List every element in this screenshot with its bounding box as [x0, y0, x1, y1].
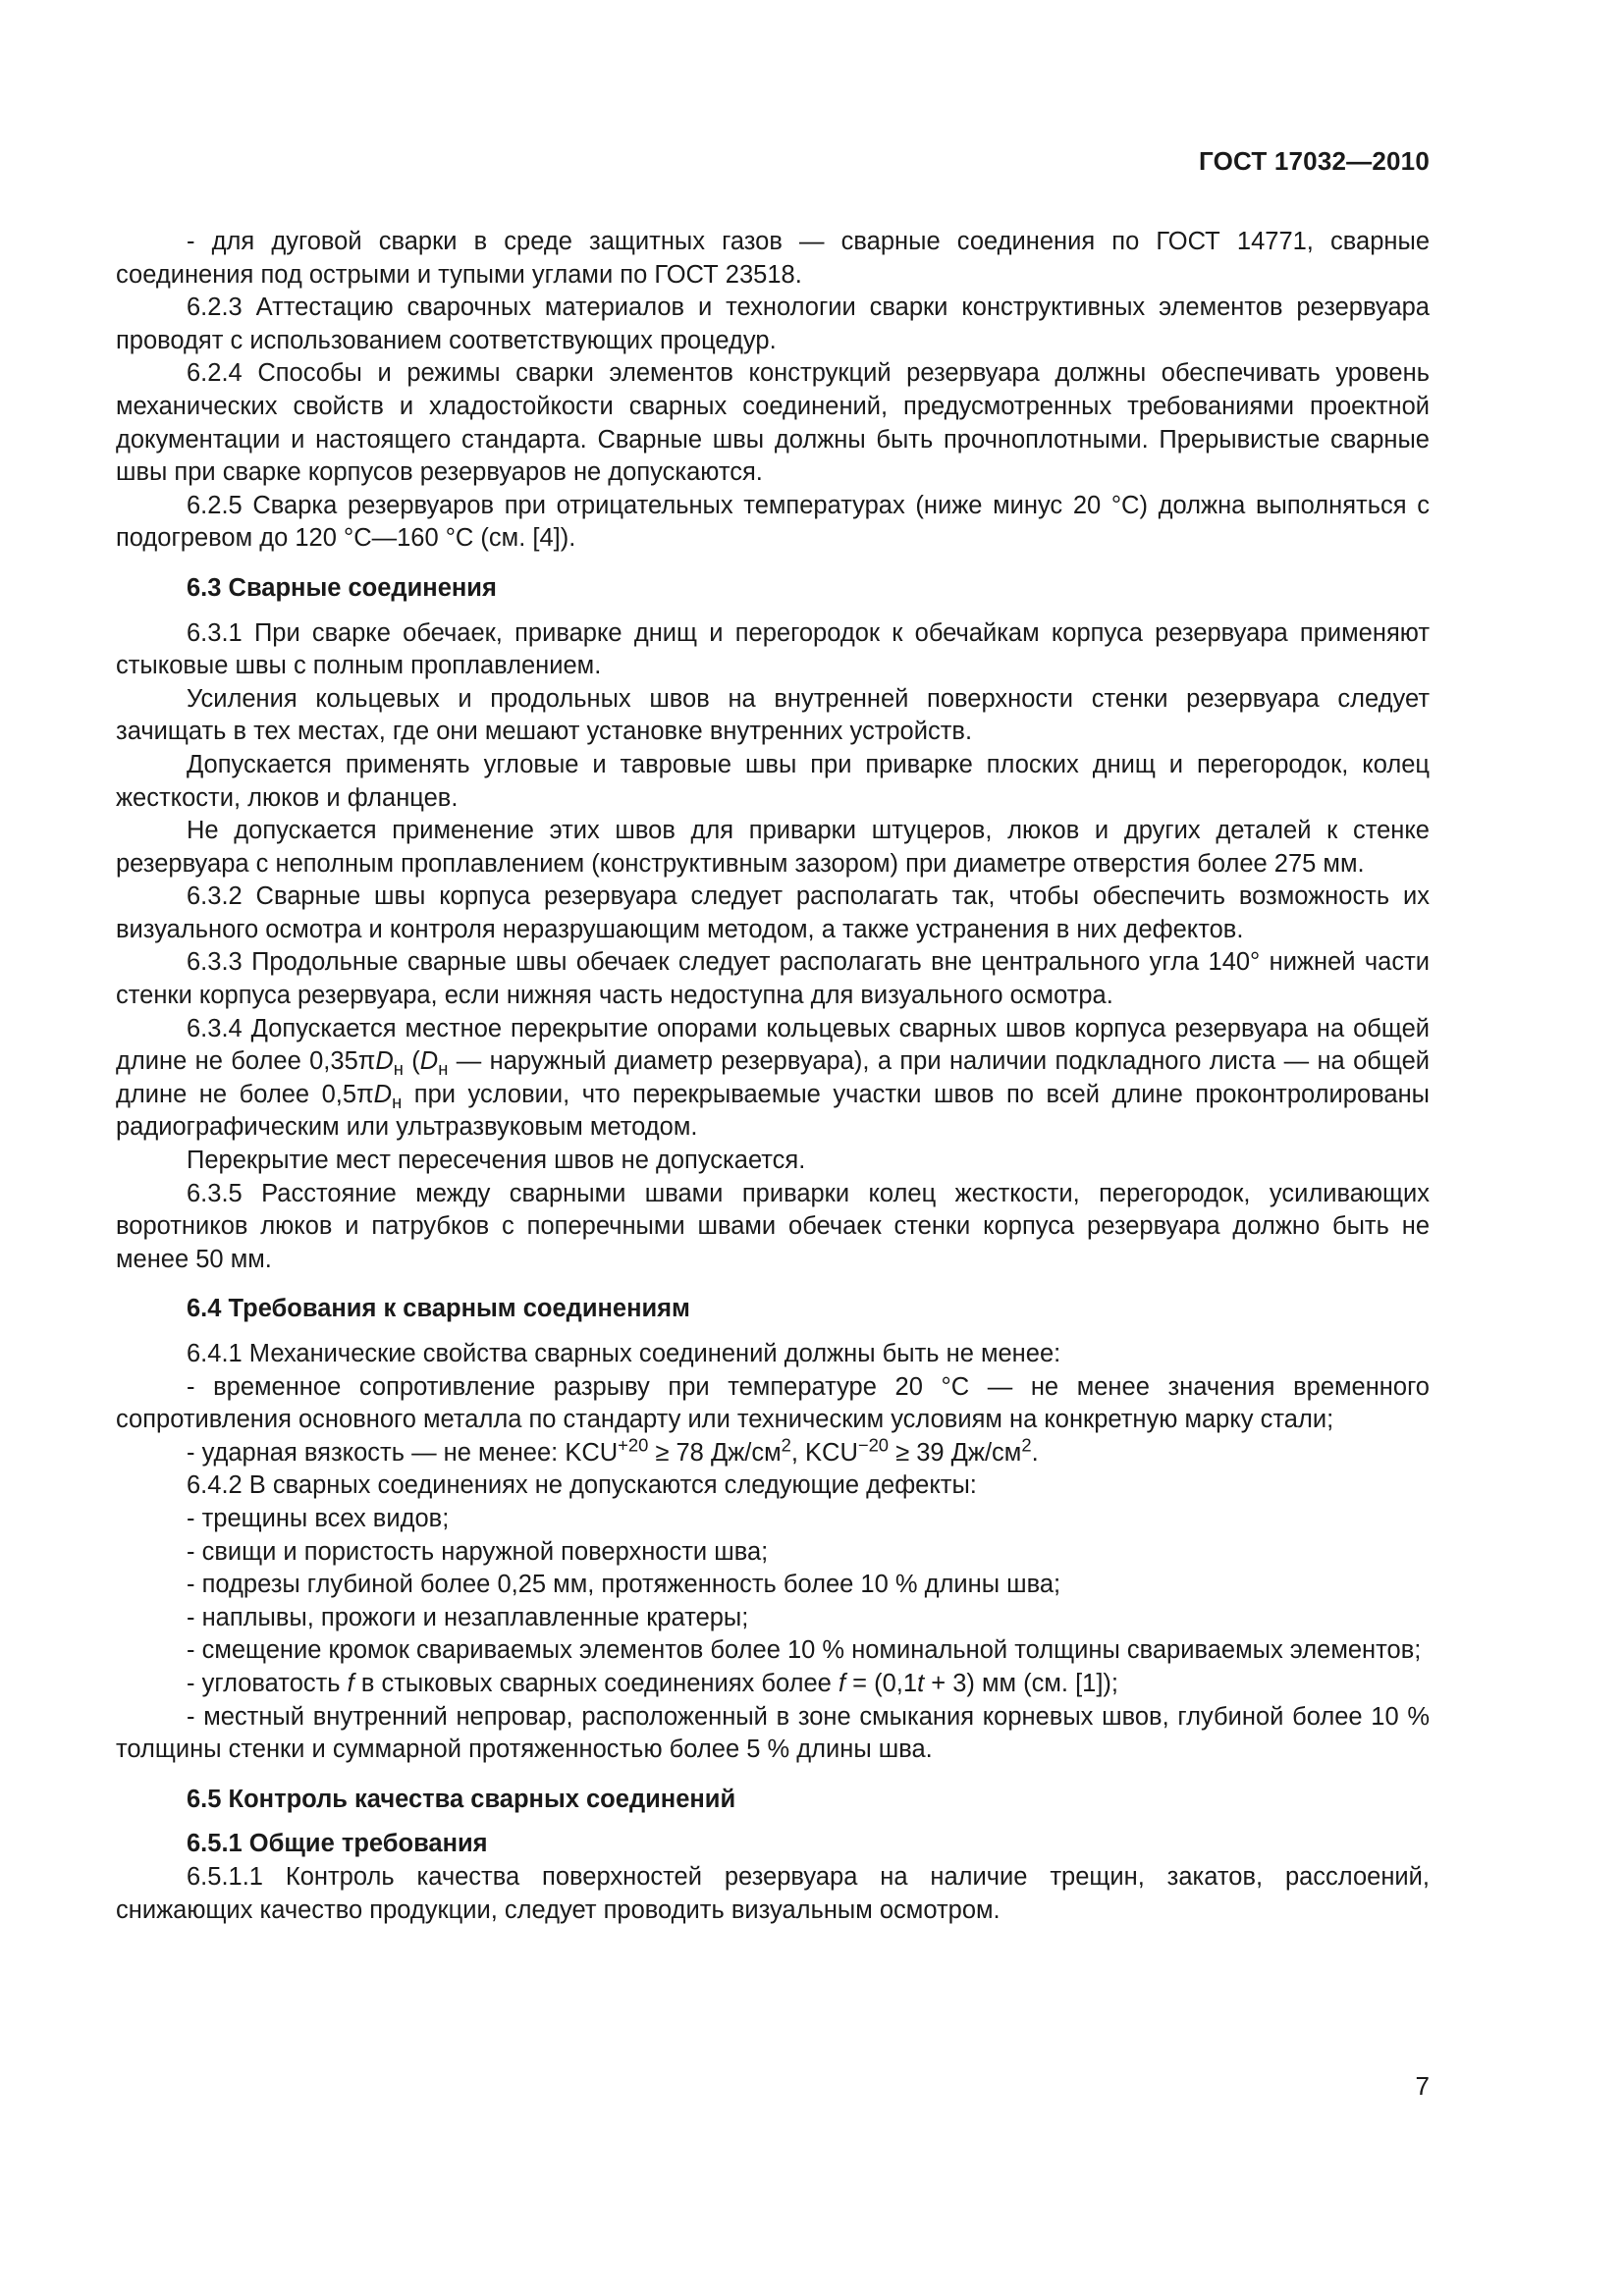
section-heading: 6.3 Сварные соединения	[187, 573, 497, 602]
section-heading: 6.5 Контроль качества сварных соединений	[187, 1785, 736, 1813]
paragraph: 6.3.3 Продольные сварные швы обечаек следует располагать вне центрального угла 140° нижней части стенки корпуса резервуара, если нижняя часть недоступна для визуального осмотра.	[116, 948, 1430, 1010]
list-item-with-formula: - ударная вязкость — не менее: $KCU^{+20} \ge 78$ $Дж/см^2$, $KCU^{-20} \ge 39$ $Дж/см^2$.	[187, 1434, 1039, 1467]
page-number: 7	[1415, 2071, 1430, 2101]
list-item-with-formula: - угловатость f в стыковых сварных соединениях более f = (0,1t + 3) мм (см. [1]);	[187, 1669, 1118, 1697]
list-item: - подрезы глубиной более 0,25 мм, протяженность более 10 % длины шва;	[187, 1571, 1061, 1599]
paragraph: 6.3.2 Сварные швы корпуса резервуара следует располагать так, чтобы обеспечить возможность их визуального осмотра и контроля неразрушающим методом, а также устранения в них дефектов.	[116, 882, 1430, 943]
list-item: - свищи и пористость наружной поверхности шва;	[187, 1537, 769, 1566]
paragraph: Усиления кольцевых и продольных швов на внутренней поверхности стенки резервуара следует зачищать в тех местах, где они мешают установке внутренних устройств.	[116, 684, 1430, 746]
document-header: ГОСТ 17032—2010	[1199, 146, 1430, 176]
list-item: - местный внутренний непровар, расположенный в зоне смыкания корневых швов, глубиной более 10 % толщины стенки и суммарной протяженностью более 5 % длины шва.	[116, 1702, 1430, 1764]
paragraph: 6.4.1 Механические свойства сварных соединений должны быть не менее:	[187, 1340, 1061, 1367]
paragraph: 6.2.3 Аттестацию сварочных материалов и технологии сварки конструктивных элементов резервуара проводят с использованием соответствующих процедур.	[116, 294, 1430, 354]
list-item: - трещины всех видов;	[187, 1504, 450, 1532]
paragraph: 6.3.5 Расстояние между сварными швами приварки колец жесткости, перегородок, усиливающих воротников люков и патрубков с поперечными швами обечаек стенки корпуса резервуара должно быть не менее 50 мм.	[116, 1179, 1430, 1273]
paragraph: 6.2.4 Способы и режимы сварки элементов конструкций резервуара должны обеспечивать уровень механических свойств и хладостойкости сварных соединений, предусмотренных требованиями проектной документации и настоящего стандарта. Сварные швы должны быть прочноплотными. Прерывистые сварные швы при сварке корпусов резервуаров не допускаются.	[116, 359, 1430, 487]
paragraph: Допускается применять угловые и тавровые швы при приварке плоских днищ и перегородок, колец жесткости, люков и фланцев.	[116, 750, 1430, 812]
paragraph: 6.2.5 Сварка резервуаров при отрицательных температурах (ниже минус 20 °С) должна выполняться с подогревом до 120 °С—160 °С (см. [4]).	[116, 491, 1430, 553]
paragraph: Перекрытие мест пересечения швов не допускается.	[187, 1147, 806, 1175]
paragraph: 6.3.1 При сварке обечаек, приварке днищ и перегородок к обечайкам корпуса резервуара применяют стыковые швы с полным проплавлением.	[116, 618, 1430, 680]
document-body	[116, 226, 1430, 1927]
paragraph: 6.5.1.1 Контроль качества поверхностей резервуара на наличие трещин, закатов, расслоений, снижающих качество продукции, следует проводить визуальным осмотром.	[116, 1862, 1430, 1924]
section-heading: 6.4 Требования к сварным соединениям	[187, 1295, 690, 1323]
paragraph: 6.4.2 В сварных соединениях не допускаются следующие дефекты:	[187, 1471, 977, 1500]
subsection-heading: 6.5.1 Общие требования	[187, 1830, 488, 1858]
list-item: - смещение кромок свариваемых элементов более 10 % номинальной толщины свариваемых элементов;	[187, 1636, 1422, 1665]
list-item: - временное сопротивление разрыву при температуре 20 °С — не менее значения временного сопротивления основного металла по стандарту или техническим условиям на конкретную марку стали;	[116, 1372, 1430, 1434]
paragraph: - для дуговой сварки в среде защитных газов — сварные соединения по ГОСТ 14771, сварные соединения под острыми и тупыми углами по ГОСТ 23518.	[116, 228, 1430, 289]
list-item: - наплывы, прожоги и незаплавленные кратеры;	[187, 1603, 749, 1631]
paragraph-with-formula: 6.3.4 Допускается местное перекрытие опорами кольцевых сварных швов корпуса резервуара на общей длине не более $0,35\pi D_н$ ($D_н$ — наружный диаметр резервуара), а при наличии подкладного листа — на общей длине не более $0,5\pi D_н$ при условии, что перекрываемые участки швов по всей длине проконтролированы радиографическим или ультразвуковым методом.	[116, 1014, 1431, 1142]
paragraph: Не допускается применение этих швов для приварки штуцеров, люков и других деталей к стенке резервуара с неполным проплавлением (конструктивным зазором) при диаметре отверстия более 275 мм.	[116, 817, 1430, 878]
